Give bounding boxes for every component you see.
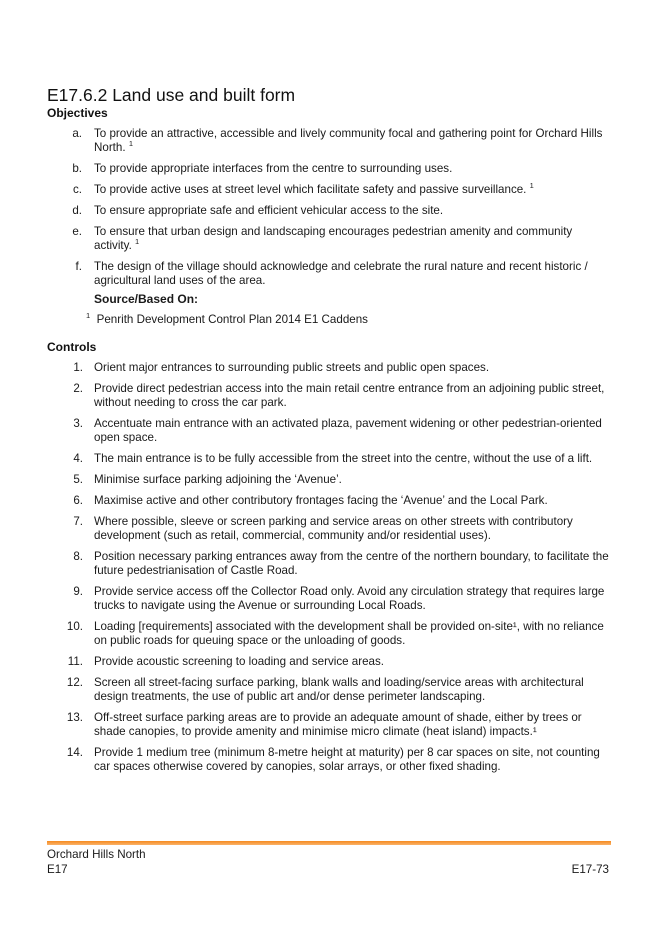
page-number: E17-73: [571, 863, 609, 876]
objective-item: [0, 183, 656, 197]
control-item: [0, 494, 656, 508]
list-text: To ensure appropriate safe and efficient vehicular access to the site.: [94, 204, 444, 217]
footer-title: Orchard Hills North: [47, 848, 146, 861]
list-text: Provide acoustic screening to loading and service areas.: [94, 655, 385, 668]
list-marker: 13.: [66, 711, 83, 724]
list-text: Off-street surface parking areas are to provide an adequate amount of shade, either by trees or shade canopies, to provide amenity and minimise micro climate (heat island) impacts.¹: [94, 711, 582, 738]
list-marker: 3.: [73, 417, 83, 430]
objectives-heading: Objectives: [47, 106, 108, 120]
control-item: [0, 655, 656, 669]
source-footnote: $^1$ Penrith Development Control Plan 2014 E1 Caddens: [86, 311, 368, 326]
list-marker: 8.: [73, 550, 83, 563]
objective-item: [0, 204, 656, 218]
control-item: [0, 473, 656, 487]
list-text: Orient major entrances to surrounding public streets and public open spaces.: [94, 361, 490, 374]
list-marker: a.: [72, 127, 82, 140]
list-text: To provide an attractive, accessible and lively community focal and gathering point for Orchard Hills North. $^1$: [94, 127, 603, 154]
list-text: Accentuate main entrance with an activated plaza, pavement widening or other pedestrian-oriented open space.: [94, 417, 602, 444]
list-text: Loading [requirements] associated with the development shall be provided on-site¹, with no reliance on public roads for queuing space or the unloading of goods.: [94, 620, 604, 647]
list-marker: 9.: [73, 585, 83, 598]
footer-code: E17: [47, 863, 68, 876]
control-item: [0, 620, 656, 648]
list-marker: 11.: [67, 655, 83, 668]
list-text: Screen all street-facing surface parking, blank walls and loading/service areas with architectural design treatments, the use of public art and/or dense perimeter landscaping.: [94, 676, 584, 703]
source-heading: Source/Based On:: [94, 292, 199, 306]
control-item: [0, 382, 656, 410]
control-item: [0, 711, 656, 739]
control-item: [0, 452, 656, 466]
objective-item: [0, 162, 656, 176]
list-marker: 2.: [73, 382, 83, 395]
list-text: Where possible, sleeve or screen parking and service areas on other streets with contributory development (such as retail, commercial, community and/or residential uses).: [94, 515, 573, 542]
control-item: [0, 361, 656, 375]
list-text: The main entrance is to be fully accessible from the street into the centre, without the use of a lift.: [94, 452, 593, 465]
control-item: [0, 417, 656, 445]
list-marker: 1.: [73, 361, 83, 374]
list-marker: b.: [72, 162, 82, 175]
list-marker: d.: [72, 204, 82, 217]
controls-list: [0, 361, 656, 781]
footer-rule: [47, 841, 611, 845]
section-title: E17.6.2 Land use and built form: [47, 84, 296, 105]
list-text: To provide active uses at street level which facilitate safety and passive surveillance. $^1$: [94, 181, 534, 196]
control-item: [0, 585, 656, 613]
objectives-list: [0, 127, 656, 295]
control-item: [0, 746, 656, 774]
list-marker: 7.: [73, 515, 83, 528]
list-text: Position necessary parking entrances away from the centre of the northern boundary, to facilitate the future pedestrianisation of Castle Road.: [94, 550, 609, 577]
list-marker: 12.: [66, 676, 83, 689]
page-footer: [47, 847, 609, 877]
list-marker: c.: [72, 183, 82, 196]
list-text: The design of the village should acknowledge and celebrate the rural nature and recent historic / agricultural land uses of the area.: [94, 260, 588, 287]
controls-heading: Controls: [47, 340, 97, 354]
list-marker: f.: [75, 260, 82, 273]
objective-item: [0, 225, 656, 253]
list-marker: 14.: [66, 746, 83, 759]
list-text: To ensure that urban design and landscaping encourages pedestrian amenity and community activity. $^1$: [94, 225, 573, 252]
list-text: Provide 1 medium tree (minimum 8-metre height at maturity) per 8 car spaces on site, not counting car spaces otherwise covered by canopies, solar arrays, or other fixed shading.: [94, 746, 600, 773]
objective-item: [0, 260, 656, 288]
list-text: To provide appropriate interfaces from the centre to surrounding uses.: [94, 162, 453, 175]
list-marker: 6.: [73, 494, 83, 507]
control-item: [0, 550, 656, 578]
list-text: Maximise active and other contributory frontages facing the ‘Avenue’ and the Local Park.: [94, 494, 548, 507]
objective-item: [0, 127, 656, 155]
control-item: [0, 676, 656, 704]
list-text: Provide direct pedestrian access into the main retail centre entrance from an adjoining public street, without needing to cross the car park.: [94, 382, 605, 409]
list-marker: 5.: [73, 473, 83, 486]
list-marker: 4.: [73, 452, 83, 465]
list-marker: e.: [72, 225, 82, 238]
list-text: Provide service access off the Collector Road only. Avoid any circulation strategy that requires large trucks to navigate using the Avenue or surrounding Local Roads.: [94, 585, 605, 612]
control-item: [0, 515, 656, 543]
list-marker: 10.: [66, 620, 83, 633]
list-text: Minimise surface parking adjoining the ‘Avenue’.: [94, 473, 342, 486]
